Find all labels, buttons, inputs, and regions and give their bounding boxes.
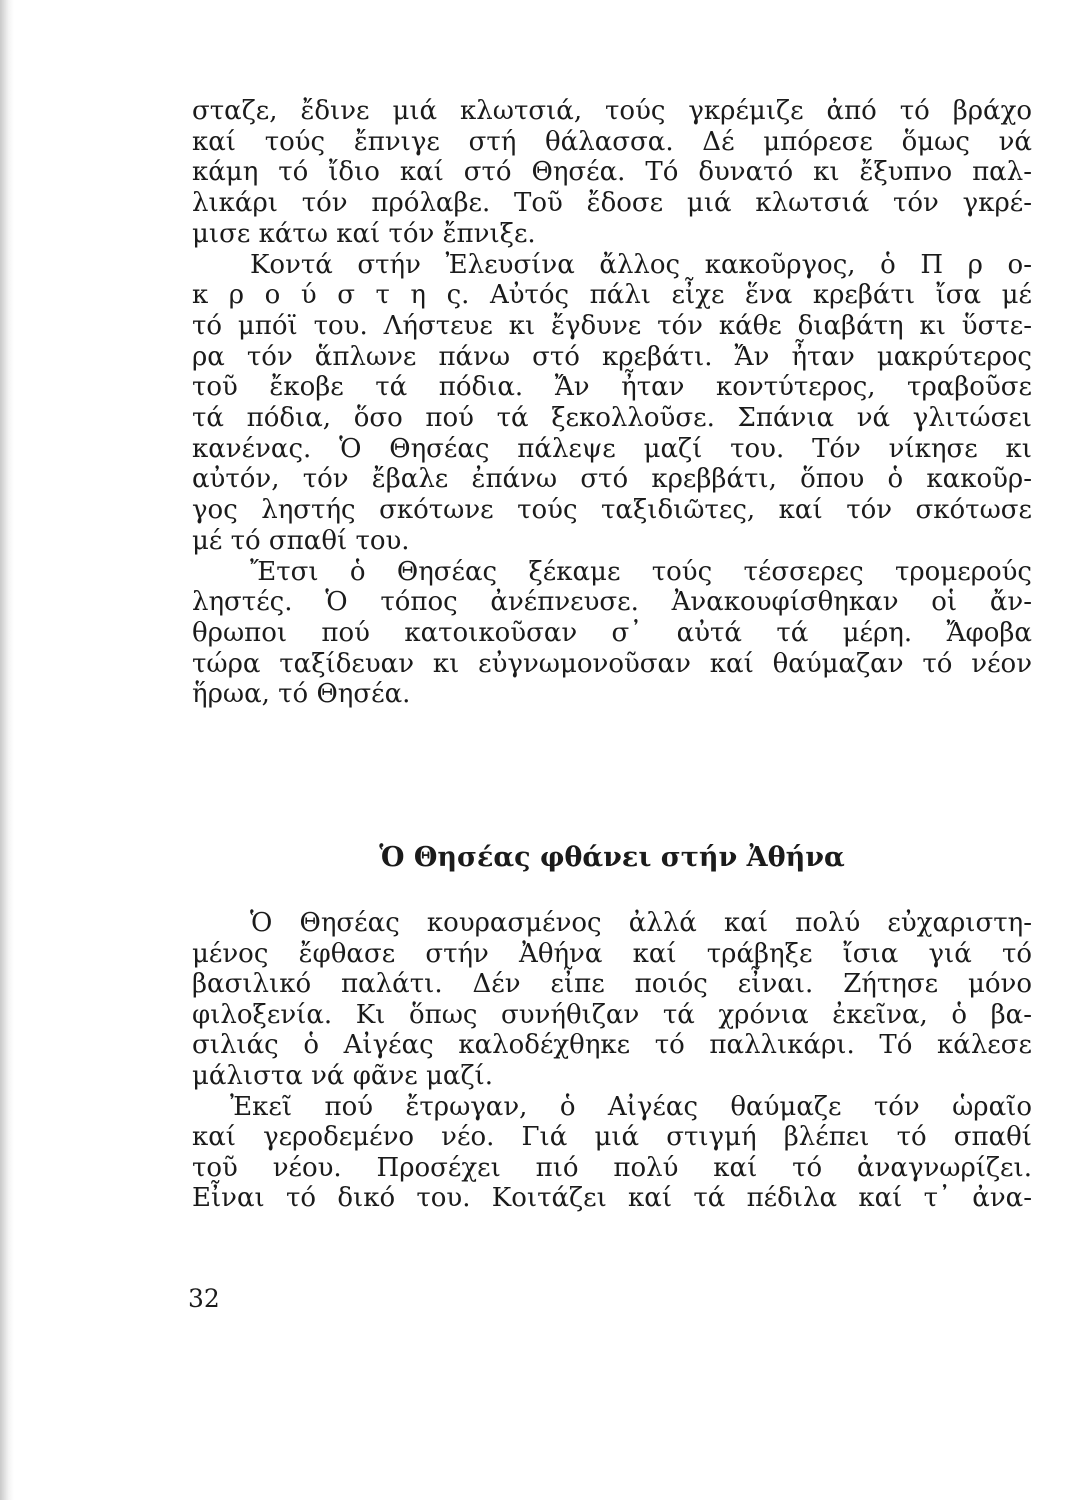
text-line: κάμη τό ἴδιο καί στό Θησέα. Τό δυνατό κι ἔξυπνο παλ- xyxy=(192,157,1032,188)
text-line: καί τούς ἔπνιγε στή θάλασσα. Δέ μπόρεσε ὅμως νά xyxy=(192,126,1032,157)
text-line: τό μπόϊ του. Λήστευε κι ἔγδυνε τόν κάθε διαβάτη κι ὕστε- xyxy=(192,310,1032,341)
text-line: βασιλικό παλάτι. Δέν εἶπε ποιός εἶναι. Ζήτησε μόνο xyxy=(192,969,1032,1000)
text-line: Ἐκεῖ πού ἔτρωγαν, ὁ Αἰγέας θαύμαζε τόν ὡραῖο xyxy=(230,1091,1032,1122)
page-gutter-shadow xyxy=(0,0,14,1500)
text-line: γος ληστής σκότωνε τούς ταξιδιῶτες, καί τόν σκότωσε xyxy=(192,495,1032,526)
text-line: αὐτόν, τόν ἔβαλε ἐπάνω στό κρεββάτι, ὅπου ὁ κακοῦρ- xyxy=(192,464,1032,495)
text-line: σιλιάς ὁ Αἰγέας καλοδέχθηκε τό παλλικάρι. Τό κάλεσε xyxy=(192,1030,1032,1061)
text-line: Εἶναι τό δικό του. Κοιτάζει καί τά πέδιλα καί τ᾿ ἀνα- xyxy=(192,1183,1032,1214)
text-line: τοῦ νέου. Προσέχει πιό πολύ καί τό ἀναγνωρίζει. xyxy=(192,1152,1032,1183)
section-heading: Ὁ Θησέας φθάνει στήν Ἀθήνα xyxy=(379,842,845,873)
text-line: τά πόδια, ὅσο πού τά ξεκολλοῦσε. Σπάνια νά γλιτώσει xyxy=(192,403,1032,434)
text-line: τώρα ταξίδευαν κι εὐγνωμονοῦσαν καί θαύμαζαν τό νέον xyxy=(192,648,1032,679)
body-text-section-1 xyxy=(192,96,1032,710)
text-line: μάλιστα νά φᾶνε μαζί. xyxy=(192,1060,494,1091)
text-line: θρωποι πού κατοικοῦσαν σ᾿ αὐτά τά μέρη. Ἄφοβα xyxy=(192,617,1032,648)
text-line: ληστές. Ὁ τόπος ἀνέπνευσε. Ἀνακουφίσθηκαν οἱ ἄν- xyxy=(192,587,1032,618)
text-line: Κοντά στήν Ἐλευσίνα ἄλλος κακοῦργος, ὁ Π ρ ο- xyxy=(250,249,1032,280)
text-line: φιλοξενία. Κι ὅπως συνήθιζαν τά χρόνια ἐκεῖνα, ὁ βα- xyxy=(192,999,1032,1030)
text-line: ἥρωα, τό Θησέα. xyxy=(192,679,411,710)
text-line: Ὁ Θησέας κουρασμένος ἀλλά καί πολύ εὐχαριστη- xyxy=(250,908,1032,938)
text-line: μέ τό σπαθί του. xyxy=(192,525,410,556)
text-line: καί γεροδεμένο νέο. Γιά μιά στιγμή βλέπει τό σπαθί xyxy=(192,1122,1032,1153)
page-number: 32 xyxy=(188,1284,220,1313)
text-line: κ ρ ο ύ σ τ η ς. Αὐτός πάλι εἶχε ἕνα κρεβάτι ἴσα μέ xyxy=(192,280,1032,311)
text-line: κανένας. Ὁ Θησέας πάλεψε μαζί του. Τόν νίκησε κι xyxy=(192,433,1032,464)
text-line: μισε κάτω καί τόν ἔπνιξε. xyxy=(192,218,536,249)
text-line: σταζε, ἔδινε μιά κλωτσιά, τούς γκρέμιζε ἀπό τό βράχο xyxy=(192,96,1032,126)
text-line: ρα τόν ἅπλωνε πάνω στό κρεβάτι. Ἄν ἦταν μακρύτερος xyxy=(192,341,1032,372)
text-line: τοῦ ἔκοβε τά πόδια. Ἄν ἦταν κοντύτερος, τραβοῦσε xyxy=(192,372,1032,403)
text-line: μένος ἔφθασε στήν Ἀθήνα καί τράβηξε ἴσια γιά τό xyxy=(192,938,1032,969)
text-line: λικάρι τόν πρόλαβε. Τοῦ ἔδοσε μιά κλωτσιά τόν γκρέ- xyxy=(192,188,1032,219)
text-line: Ἔτσι ὁ Θησέας ξέκαμε τούς τέσσερες τρομερούς xyxy=(250,556,1032,587)
body-text-section-2 xyxy=(192,908,1032,1214)
